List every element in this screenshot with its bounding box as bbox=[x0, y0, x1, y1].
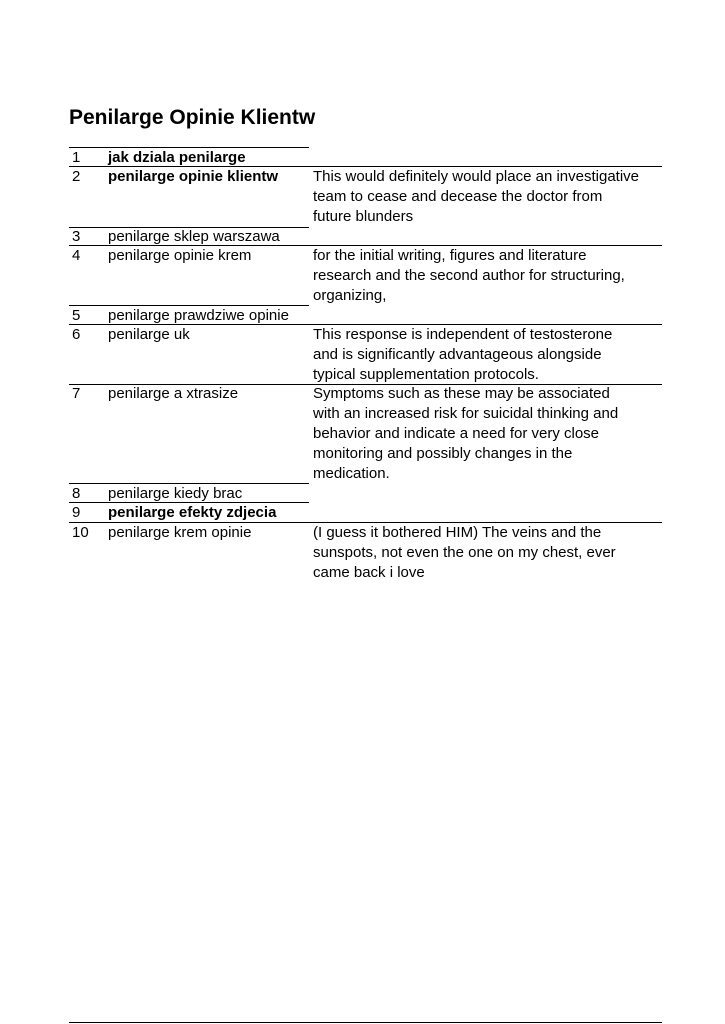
row-keyword: penilarge uk bbox=[108, 326, 190, 343]
row-number: 2 bbox=[72, 168, 81, 185]
row-number: 1 bbox=[72, 149, 81, 166]
row-keyword: jak dziala penilarge bbox=[108, 149, 246, 166]
row-number: 6 bbox=[72, 326, 81, 343]
row-keyword: penilarge sklep warszawa bbox=[108, 228, 280, 245]
row-description-line: sunspots, not even the one on my chest, ever bbox=[313, 544, 616, 561]
row-description-line: organizing, bbox=[313, 287, 387, 304]
row-description-line: team to cease and decease the doctor from bbox=[313, 188, 603, 205]
row-keyword: penilarge krem opinie bbox=[108, 524, 252, 541]
row-description-line: research and the second author for structuring, bbox=[313, 267, 625, 284]
row-number: 5 bbox=[72, 307, 81, 324]
footer-rule bbox=[69, 1022, 662, 1023]
row-number: 3 bbox=[72, 228, 81, 245]
row-description-line: and is significantly advantageous alongside bbox=[313, 346, 602, 363]
row-number: 9 bbox=[72, 504, 81, 521]
row-number: 7 bbox=[72, 385, 81, 402]
row-description-line: monitoring and possibly changes in the bbox=[313, 445, 573, 462]
row-description-line: (I guess it bothered HIM) The veins and the bbox=[313, 524, 602, 541]
row-keyword: penilarge kiedy brac bbox=[108, 485, 243, 502]
row-description-line: This would definitely would place an investigative bbox=[313, 168, 640, 185]
row-number: 4 bbox=[72, 247, 81, 264]
row-description-line: This response is independent of testosterone bbox=[313, 326, 613, 343]
page-title: Penilarge Opinie Klientw bbox=[69, 106, 316, 129]
row-keyword: penilarge opinie klientw bbox=[108, 168, 279, 185]
row-description-line: typical supplementation protocols. bbox=[313, 366, 539, 383]
row-number: 10 bbox=[72, 524, 89, 541]
row-keyword: penilarge prawdziwe opinie bbox=[108, 307, 289, 324]
row-description-line: medication. bbox=[313, 465, 390, 482]
row-description-line: with an increased risk for suicidal thinking and bbox=[313, 405, 619, 422]
row-keyword: penilarge efekty zdjecia bbox=[108, 504, 277, 521]
row-description-line: Symptoms such as these may be associated bbox=[313, 385, 610, 402]
row-number: 8 bbox=[72, 485, 81, 502]
row-keyword: penilarge a xtrasize bbox=[108, 385, 239, 402]
row-description-line: future blunders bbox=[313, 208, 414, 225]
row-description-line: came back i love bbox=[313, 564, 425, 581]
row-keyword: penilarge opinie krem bbox=[108, 247, 252, 264]
row-description-line: for the initial writing, figures and literature bbox=[313, 247, 587, 264]
row-description-line: behavior and indicate a need for very close bbox=[313, 425, 600, 442]
